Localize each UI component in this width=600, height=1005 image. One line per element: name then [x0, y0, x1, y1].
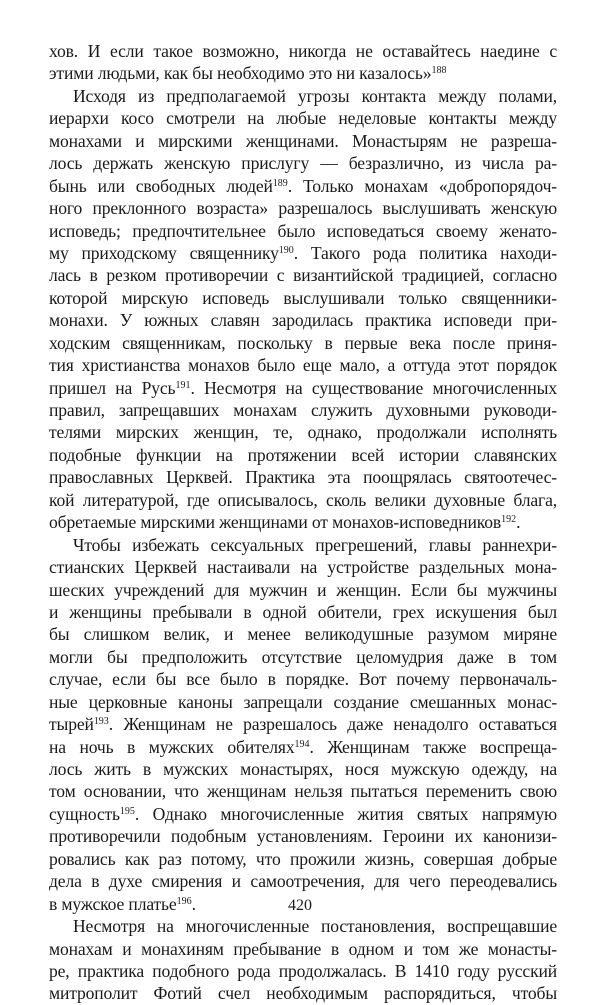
line-text: тия христианства монахов было еще мало, а оттуда этот порядок: [49, 355, 557, 376]
line-text: обретаемые мирскими женщинами от монахов-исповедников: [49, 512, 502, 533]
footnote-reference: 190: [278, 244, 294, 256]
line-text: которой мирскую исповедь выслушивали только священники-: [49, 287, 557, 308]
text-line: [49, 938, 557, 960]
line-text: ходским священникам, поскольку в первые века после приня-: [49, 332, 557, 353]
text-line: [49, 623, 557, 645]
line-text: ровались как раз потому, что прожили жизнь, совершая добрые: [49, 848, 557, 869]
line-text: исповедь; предпочтительнее было исповедаться своему женато-: [49, 220, 557, 241]
line-text: этими людьми, как бы необходимо это ни казалось»: [49, 63, 432, 84]
footnote-reference: 193: [93, 716, 109, 728]
text-line: [49, 444, 557, 466]
text-line: [49, 40, 557, 62]
line-text: подобные функции на протяжении всей истории славянских: [49, 444, 557, 465]
text-line: [49, 534, 557, 556]
text-line: [49, 601, 557, 623]
text-line: [49, 62, 557, 84]
text-line: [49, 309, 557, 331]
line-text-continued: .: [191, 893, 196, 914]
text-line: [49, 736, 557, 758]
text-line: [49, 264, 557, 286]
text-line: [49, 130, 557, 152]
text-line: [49, 803, 557, 825]
text-line: [49, 780, 557, 802]
line-text: в мужское платье: [49, 893, 177, 914]
text-line: [49, 691, 557, 713]
footnote-reference: 194: [294, 738, 310, 750]
line-text: дела в духе смирения и самоотречения, для чего переодевались: [49, 871, 557, 892]
text-line: [49, 466, 557, 488]
line-text: ные церковные каноны запрещали создание смешанных монас-: [49, 691, 557, 712]
text-line: [49, 870, 557, 892]
line-text: лось жить в мужских монастырях, нося мужскую одежду, на: [49, 759, 557, 779]
book-page-text: [49, 40, 557, 1005]
line-text: шеских учреждений для мужчин и женщин. Если бы мужчины: [49, 579, 557, 600]
text-line: [49, 960, 557, 982]
line-text-continued: . Несмотря на существование многочисленных: [190, 377, 558, 398]
text-line: [49, 982, 557, 1004]
line-text-continued: . Такого рода политика находи-: [293, 242, 557, 263]
line-text-continued: . Только монахам «добропорядоч-: [287, 175, 557, 196]
line-text: бынь или свободных людей: [49, 175, 273, 196]
line-text: иерархи косо смотрели на любые неделовые контакты между: [49, 108, 557, 129]
text-line: [49, 152, 557, 174]
line-text: Исходя из предполагаемой угрозы контакта между полами,: [73, 85, 557, 106]
line-text: телями мирских женщин, те, однако, продолжали исполнять: [49, 422, 557, 443]
line-text: том основании, что женщинам нельзя пытаться переменить свою: [49, 781, 557, 802]
page-number: 420: [288, 897, 312, 914]
line-text: монахами и мирскими женщинами. Монастырям не разреша-: [49, 130, 557, 151]
text-line: [49, 713, 557, 735]
line-text-continued: .: [516, 512, 521, 533]
text-line: [49, 646, 557, 668]
footnote-reference: 192: [501, 514, 517, 526]
line-text: стианских Церквей настаивали на устройстве раздельных мона-: [49, 557, 557, 578]
footnote-reference: 191: [175, 379, 191, 391]
text-line: [49, 175, 557, 197]
line-text: пришел на Русь: [49, 377, 176, 398]
line-text-continued: . Женщинам также воспреща-: [309, 736, 557, 757]
line-text: митрополит Фотий счел необходимым распорядиться, чтобы: [49, 983, 557, 1004]
line-text: лось держать женскую прислугу — безразлично, из числа ра-: [49, 153, 557, 174]
line-text: правил, запрещавших монахам служить духовными руководи-: [49, 400, 557, 420]
text-line: [49, 848, 557, 870]
line-text: случае, если бы все было в порядке. Вот почему первоначаль-: [49, 669, 557, 690]
line-text-continued: . Однако многочисленные жития святых напрямую: [134, 803, 557, 824]
line-text: лась в резком противоречии с византийской традицией, согласно: [49, 265, 557, 286]
line-text: Чтобы избежать сексуальных прегрешений, главы раннехри-: [73, 534, 557, 555]
line-text: ре, практика подобного рода продолжалась. В 1410 году русский: [49, 960, 557, 981]
text-line: [49, 107, 557, 129]
footnote-reference: 195: [119, 805, 135, 817]
line-text: сущность: [49, 803, 120, 824]
text-line: [49, 579, 557, 601]
text-line: [49, 287, 557, 309]
text-line: [49, 421, 557, 443]
text-line: [49, 242, 557, 264]
line-text: кой литературой, где описывалось, сколь велики духовные блага,: [49, 489, 557, 510]
text-line: [49, 915, 557, 937]
text-line: [49, 489, 557, 511]
text-line: [49, 399, 557, 421]
line-text: и женщины пребывали в одной обители, грех искушения был: [49, 601, 557, 622]
line-text: ного преклонного возраста» разрешалось выслушивать женскую: [49, 198, 557, 219]
text-line: [49, 377, 557, 399]
line-text: православных Церквей. Практика эта поощрялась святоотечес-: [49, 467, 557, 488]
line-text: противоречили подобным установлениям. Героини их канонизи-: [49, 826, 557, 847]
line-text: бы слишком велик, и менее великодушные разумом миряне: [49, 624, 557, 645]
text-line: [49, 825, 557, 847]
line-text: монахам и монахиням пребывание в одном и том же монасты-: [49, 938, 557, 959]
line-text: тырей: [49, 714, 94, 735]
footnote-reference: 189: [272, 177, 288, 189]
line-text-continued: . Женщинам не разрешалось даже ненадолго оставаться: [108, 714, 557, 735]
text-line: [49, 85, 557, 107]
line-text: хов. И если такое возможно, никогда не оставайтесь наедине с: [49, 41, 557, 61]
text-line: [49, 758, 557, 780]
line-text: монахи. У южных славян зародилась практика исповеди при-: [49, 310, 557, 331]
text-line: [49, 220, 557, 242]
line-text: на ночь в мужских обителях: [49, 736, 295, 757]
footnote-reference: 188: [431, 65, 447, 77]
line-text: Несмотря на многочисленные постановления, воспрещавшие: [73, 916, 557, 937]
text-line: [49, 332, 557, 354]
text-line: [49, 668, 557, 690]
text-line: [49, 556, 557, 578]
line-text: му приходскому священнику: [49, 242, 279, 263]
footnote-reference: 196: [176, 895, 192, 907]
line-text: могли бы предположить отсутствие целомудрия даже в том: [49, 646, 557, 667]
text-line: [49, 354, 557, 376]
text-line: [49, 511, 557, 533]
text-line: [49, 197, 557, 219]
